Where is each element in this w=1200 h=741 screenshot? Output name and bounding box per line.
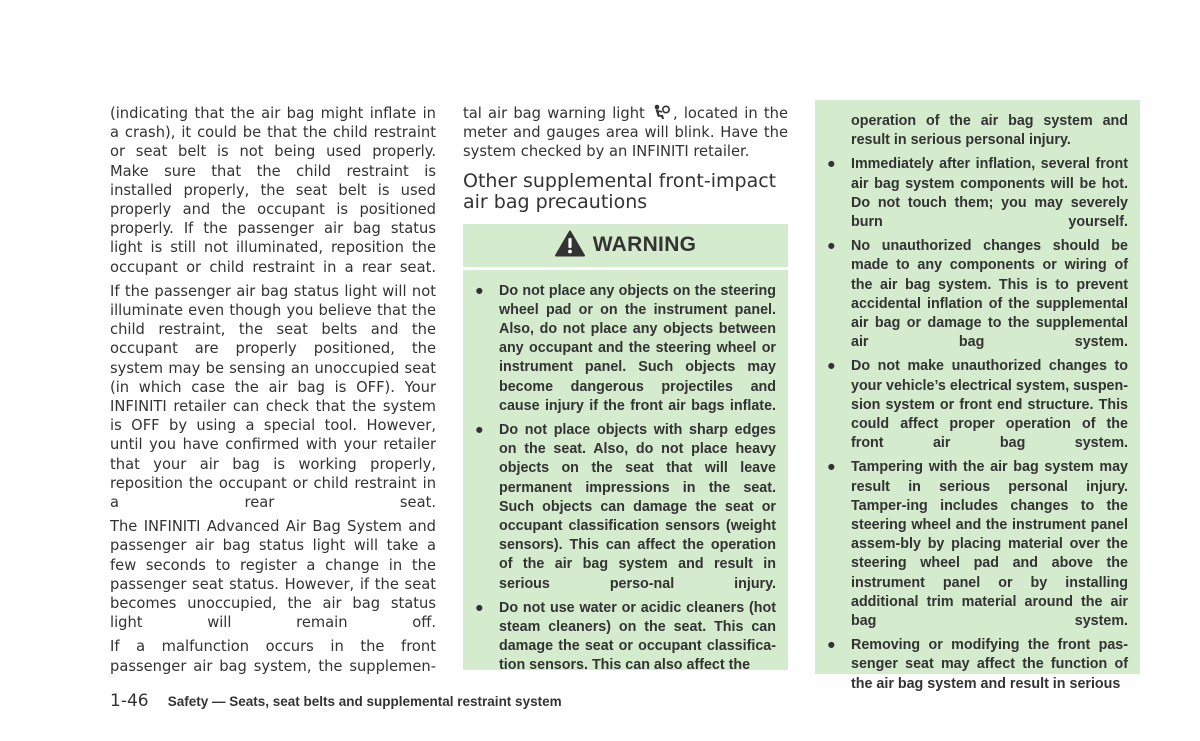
list-item <box>463 282 788 416</box>
column-1 <box>110 104 436 681</box>
list-item-text: Do not make unauthorized changes to your vehicle’s electrical system, suspen-sion system or front end structure. This could affect proper operation of the front air bag system. <box>851 358 1128 452</box>
bullet: ● <box>827 238 836 255</box>
list-item-text: Do not use water or acidic cleaners (hot steam cleaners) on the seat. This can damage the seat or occupant classifica-tion sensors. This can also affect the <box>499 599 776 674</box>
list-item-text: Removing or modifying the front pas-senger seat may affect the function of the air bag system and result in serious <box>851 637 1128 692</box>
list-item <box>463 421 788 594</box>
list-item <box>815 458 1140 631</box>
list-item-text: Do not place objects with sharp edges on the seat. Also, do not place heavy objects on the seat that will leave permanent impressions in the seat. Such objects can damage the seat or occupant classification sensors (weight sensors). This can affect the operation of the air bag system and result in serious perso-nal injury. <box>499 422 776 592</box>
footer-section-title: Safety — Seats, seat belts and supplemental restraint system <box>167 694 562 709</box>
list-item <box>815 237 1140 352</box>
list-item <box>815 155 1140 232</box>
list-item <box>463 599 788 676</box>
bullet: ● <box>475 422 484 439</box>
column-2 <box>463 104 788 674</box>
intro-text-rest: , located in the meter and gauges area will blink. Have the system checked by an INFINITI retailer. <box>463 105 788 161</box>
bullet: ● <box>475 599 484 616</box>
warning-header <box>463 224 788 267</box>
paragraph <box>463 104 788 162</box>
page-footer <box>110 691 562 711</box>
bullet: ● <box>827 156 836 173</box>
paragraph: (indicating that the air bag might inflate in a crash), it could be that the child restraint or seat belt is not being used properly. Make sure that the child restraint is installed properly, the seat belt is used properly and the occupant is positioned properly. If the passenger air bag status light is still not illuminated, reposition the occupant or child restraint in a rear seat. <box>110 105 436 276</box>
warning-triangle-icon <box>555 230 585 261</box>
paragraph: The INFINITI Advanced Air Bag System and passenger air bag status light will take a few seconds to register a change in the passenger seat status. However, if the seat becomes unoccupied, the air bag status light will remain off. <box>110 518 436 632</box>
bullet: ● <box>475 282 484 299</box>
list-item-text: Tampering with the air bag system may result in serious personal injury. Tamper-ing includes changes to the steering wheel and the instrument panel assem-bly by placing material over the steering wheel pad and above the instrument panel or by installing additional trim material around the air bag system. <box>851 459 1128 630</box>
list-item <box>815 357 1140 453</box>
bullet: ● <box>827 358 836 375</box>
warning-bullet-list <box>815 155 1140 693</box>
page-number: 1-46 <box>110 691 149 711</box>
warning-box <box>463 270 788 674</box>
bullet: ● <box>827 637 836 654</box>
bullet: ● <box>827 459 836 476</box>
column-3-warning-continued <box>815 100 1140 692</box>
airbag-warning-icon <box>651 104 673 120</box>
list-item <box>815 636 1140 694</box>
paragraph: If a malfunction occurs in the front passenger air bag system, the supplemen- <box>110 638 436 675</box>
list-item-text: Do not place any objects on the steering wheel pad or on the instrument panel. Also, do not place any objects between any occupant and the steering wheel or instrument panel. Such objects may become dangerous projectiles and cause injury if the front air bags inflate. <box>499 282 776 414</box>
list-item-text: No unauthorized changes should be made to any components or wiring of the air bag system. This is to prevent accidental inflation of the supplemental air bag or damage to the supplemental air bag system. <box>851 238 1128 351</box>
intro-text: tal air bag warning light <box>463 105 645 122</box>
paragraph: If the passenger air bag status light will not illuminate even though you believe that the child restraint, the seat belts and the occupant are properly positioned, the system may be sensing an unoccupied seat (in which case the air bag is OFF). Your INFINITI retailer can check that the system is OFF by using a special tool. However, until you have confirmed with your retailer that your air bag is working properly, reposition the occupant or child restraint in a rear seat. <box>110 282 436 512</box>
continuation-text: operation of the air bag system and result in serious personal injury. <box>851 113 1128 149</box>
section-title: Other supplemental front-impact air bag precautions <box>463 169 777 214</box>
warning-label: WARNING <box>592 233 697 257</box>
warning-bullet-list <box>463 270 788 676</box>
list-item-text: Immediately after inflation, several front air bag system components will be hot. Do not touch them; you may severely burn yourself. <box>851 156 1128 231</box>
